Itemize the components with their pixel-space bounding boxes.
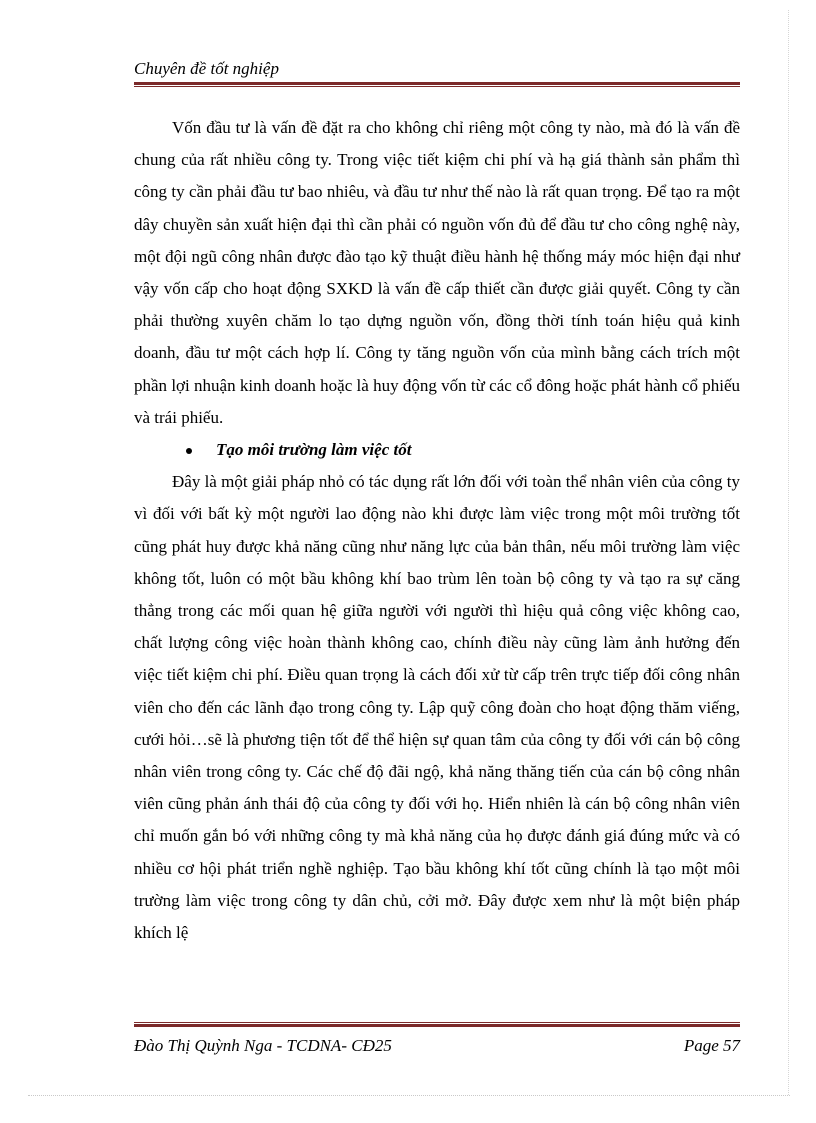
page-border-bottom <box>28 1095 790 1096</box>
bullet-icon <box>186 448 192 454</box>
header-rule <box>134 82 740 87</box>
page-footer <box>134 1022 740 1057</box>
bullet-heading-text: Tạo môi trường làm việc tốt <box>216 440 412 460</box>
bullet-heading <box>134 434 740 466</box>
paragraph-2: Đây là một giải pháp nhỏ có tác dụng rất lớn đối với toàn thể nhân viên của công ty vì đối với bất kỳ một người lao động nào khi được làm việc trong một môi trường tốt cũng phát huy được khả năng cũng như năng lực của bản thân, nếu môi trường làm việc không tốt, luôn có một bầu không khí bao trùm lên toàn bộ công ty và tạo ra sự căng thẳng trong các mối quan hệ giữa người với người thì hiệu quả công việc không cao, chất lượng công việc hoàn thành không cao, chính điều này cũng làm ảnh hưởng đến việc tiết kiệm chi phí. Điều quan trọng là cách đối xử từ cấp trên trực tiếp đối công nhân viên cho đến các lãnh đạo trong công ty. Lập quỹ công đoàn cho hoạt động thăm viếng, cưới hỏi…sẽ là phương tiện tốt để thể hiện sự quan tâm của công ty đối với cán bộ công nhân viên trong công ty. Các chế độ đãi ngộ, khả năng thăng tiến của cán bộ công nhân viên cũng phản ánh thái độ của công ty đối với họ. Hiển nhiên là cán bộ công nhân viên chỉ muốn gắn bó với những công ty mà khả năng của họ được đánh giá đúng mức và có nhiều cơ hội phát triển nghề nghiệp. Tạo bầu không khí tốt cũng chính là tạo một môi trường làm việc trong công ty dân chủ, cởi mở. Đây được xem như là một biện pháp khích lệ <box>134 472 740 943</box>
paragraph-1: Vốn đầu tư là vấn đề đặt ra cho không chỉ riêng một công ty nào, mà đó là vấn đề chung của rất nhiều công ty. Trong việc tiết kiệm chi phí và hạ giá thành sản phẩm thì công ty cần phải đầu tư bao nhiêu, và đầu tư như thế nào là rất quan trọng. Để tạo ra một dây chuyền sản xuất hiện đại thì cần phải có nguồn vốn đủ để đầu tư cho công nghệ này, một đội ngũ công nhân được đào tạo kỹ thuật điều hành hệ thống máy móc hiện đại như vậy vốn cấp cho hoạt động SXKD là vấn đề cấp thiết cần được giải quyết. Công ty cần phải thường xuyên chăm lo tạo dựng nguồn vốn, đồng thời tính toán hiệu quả kinh doanh, đầu tư một cách hợp lí. Công ty tăng nguồn vốn của mình bằng cách trích một phần lợi nhuận kinh doanh hoặc là huy động vốn từ các cổ đông hoặc phát hành cổ phiếu và trái phiếu. <box>134 118 740 427</box>
page-number: Page 57 <box>683 1036 740 1055</box>
page-border-right <box>788 10 789 1095</box>
header-title: Chuyên đề tốt nghiệp <box>134 59 279 78</box>
footer-rule <box>134 1022 740 1027</box>
footer-author: Đào Thị Quỳnh Nga - TCDNA- CĐ25 <box>134 1036 392 1055</box>
page-header <box>134 58 740 87</box>
body-text <box>134 112 740 949</box>
footer-row <box>134 1035 740 1057</box>
